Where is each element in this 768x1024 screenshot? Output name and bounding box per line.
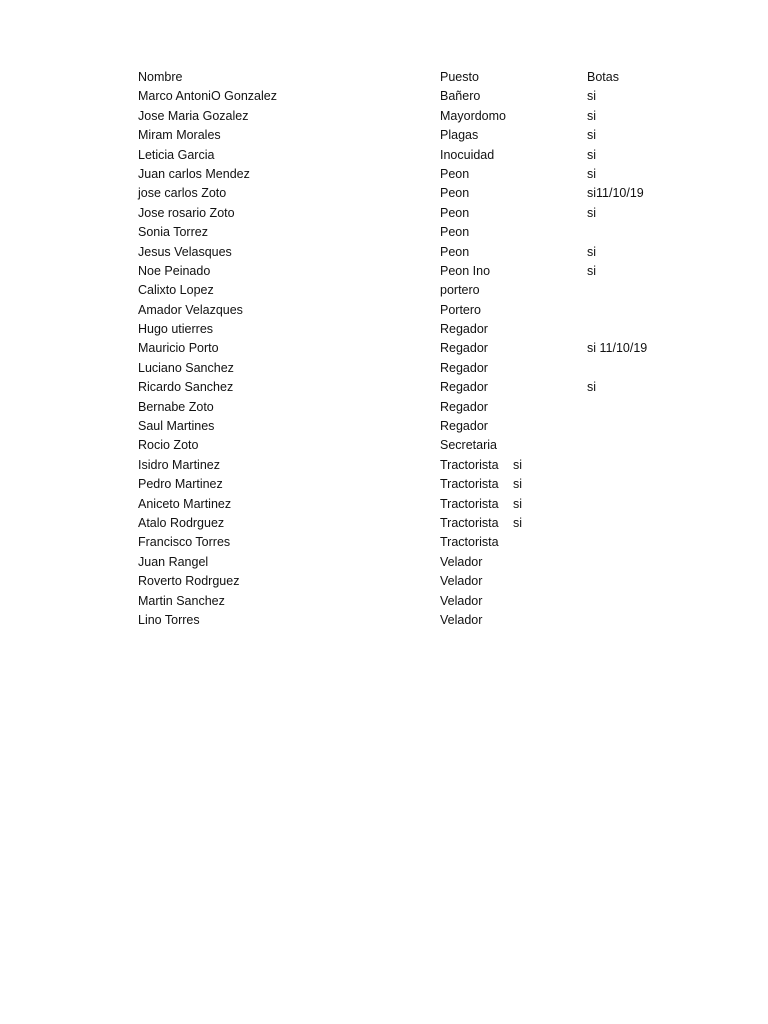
table-row — [0, 398, 768, 417]
cell-extra: si — [513, 496, 523, 511]
cell-nombre: Jesus Velasques — [138, 244, 232, 259]
table-row — [0, 514, 768, 533]
cell-puesto: Velador — [440, 612, 483, 627]
cell-puesto: Peon Ino — [440, 263, 491, 278]
cell-nombre: Leticia Garcia — [138, 147, 215, 162]
table-row — [0, 204, 768, 223]
cell-puesto: Velador — [440, 593, 483, 608]
cell-nombre: Hugo utierres — [138, 322, 214, 337]
cell-nombre: Roverto Rodrguez — [138, 574, 240, 589]
table-row — [0, 184, 768, 203]
table-row — [0, 107, 768, 126]
table-row — [0, 243, 768, 262]
table-row — [0, 146, 768, 165]
cell-nombre: Juan Rangel — [138, 554, 209, 569]
cell-puesto: Inocuidad — [440, 147, 495, 162]
table-row — [0, 456, 768, 475]
cell-botas: si — [587, 380, 597, 395]
cell-puesto: Mayordomo — [440, 108, 506, 123]
cell-botas: si — [587, 205, 597, 220]
cell-nombre: Jose rosario Zoto — [138, 205, 235, 220]
header-puesto: Puesto — [440, 70, 479, 84]
cell-nombre: Saul Martines — [138, 419, 215, 434]
cell-botas: si — [587, 108, 597, 123]
cell-puesto: Secretaria — [440, 438, 497, 453]
cell-nombre: Bernabe Zoto — [138, 399, 214, 414]
table-row — [0, 339, 768, 358]
cell-extra: si — [513, 457, 523, 472]
cell-nombre: Marco AntoniO Gonzalez — [138, 89, 277, 104]
table-row — [0, 611, 768, 630]
table-row — [0, 572, 768, 591]
cell-botas: si — [587, 263, 597, 278]
cell-nombre: jose carlos Zoto — [138, 186, 227, 201]
cell-botas: si — [587, 166, 597, 181]
table-row — [0, 301, 768, 320]
table-row — [0, 165, 768, 184]
cell-extra: si — [513, 477, 523, 492]
cell-nombre: Aniceto Martinez — [138, 496, 232, 511]
table-row — [0, 533, 768, 552]
table-row — [0, 495, 768, 514]
cell-puesto: Tractorista — [440, 457, 499, 472]
table-row — [0, 475, 768, 494]
cell-puesto: Tractorista — [440, 515, 499, 530]
cell-puesto: Peon — [440, 244, 470, 259]
table-row — [0, 378, 768, 397]
table-body — [0, 87, 768, 630]
cell-nombre: Rocio Zoto — [138, 438, 199, 453]
cell-puesto: Tractorista — [440, 496, 499, 511]
table-row — [0, 223, 768, 242]
cell-nombre: Ricardo Sanchez — [138, 380, 234, 395]
cell-nombre: Juan carlos Mendez — [138, 166, 250, 181]
cell-puesto: Regador — [440, 322, 488, 337]
cell-puesto: Tractorista — [440, 477, 499, 492]
cell-puesto: Regador — [440, 399, 488, 414]
cell-nombre: Jose Maria Gozalez — [138, 108, 249, 123]
cell-nombre: Noe Peinado — [138, 263, 211, 278]
cell-nombre: Sonia Torrez — [138, 225, 208, 240]
header-botas: Botas — [587, 70, 619, 84]
cell-puesto: Bañero — [440, 89, 481, 104]
cell-botas: si11/10/19 — [587, 186, 644, 201]
cell-puesto: Portero — [440, 302, 481, 317]
table-row — [0, 436, 768, 455]
cell-puesto: Tractorista — [440, 535, 499, 550]
cell-botas: si 11/10/19 — [587, 341, 648, 356]
cell-puesto: Regador — [440, 380, 488, 395]
table-row — [0, 87, 768, 106]
cell-nombre: Luciano Sanchez — [138, 360, 234, 375]
cell-nombre: Francisco Torres — [138, 535, 231, 550]
table-row — [0, 281, 768, 300]
cell-extra: si — [513, 515, 523, 530]
cell-puesto: Peon — [440, 205, 470, 220]
table-row — [0, 553, 768, 572]
table-row — [0, 126, 768, 145]
header-nombre: Nombre — [138, 70, 183, 84]
cell-nombre: Calixto Lopez — [138, 283, 214, 298]
table-row — [0, 320, 768, 339]
cell-puesto: Velador — [440, 574, 483, 589]
table-row — [0, 262, 768, 281]
cell-botas: si — [587, 244, 597, 259]
cell-puesto: Regador — [440, 360, 488, 375]
cell-botas: si — [587, 128, 597, 143]
cell-puesto: Peon — [440, 166, 470, 181]
cell-nombre: Miram Morales — [138, 128, 221, 143]
table-row — [0, 592, 768, 611]
cell-nombre: Amador Velazques — [138, 302, 243, 317]
cell-nombre: Martin Sanchez — [138, 593, 225, 608]
table-row — [0, 359, 768, 378]
employee-table — [0, 68, 768, 630]
cell-botas: si — [587, 147, 597, 162]
cell-puesto: Regador — [440, 341, 488, 356]
cell-nombre: Mauricio Porto — [138, 341, 219, 356]
cell-nombre: Lino Torres — [138, 612, 200, 627]
cell-nombre: Isidro Martinez — [138, 457, 220, 472]
cell-nombre: Pedro Martinez — [138, 477, 223, 492]
cell-puesto: Peon — [440, 225, 470, 240]
table-row — [0, 417, 768, 436]
cell-puesto: Peon — [440, 186, 470, 201]
cell-puesto: Plagas — [440, 128, 479, 143]
cell-nombre: Atalo Rodrguez — [138, 515, 225, 530]
table-header-row — [0, 68, 768, 87]
cell-puesto: portero — [440, 283, 480, 298]
cell-botas: si — [587, 89, 597, 104]
cell-puesto: Velador — [440, 554, 483, 569]
cell-puesto: Regador — [440, 419, 488, 434]
